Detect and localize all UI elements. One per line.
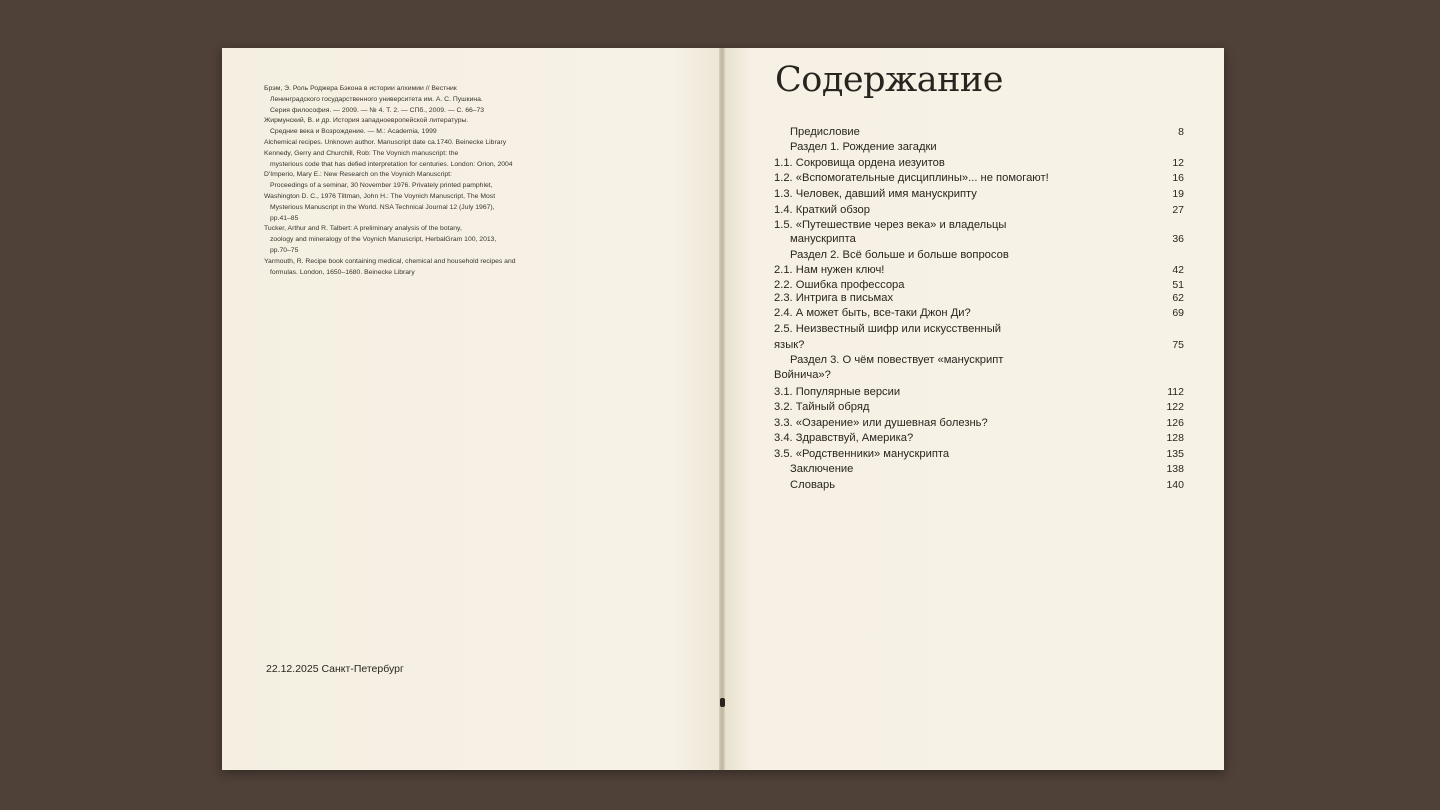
bibliography-line: pp.41–85 [270, 214, 299, 222]
bibliography-line: D'Imperio, Mary E.: New Research on the Voynich Manuscript: [264, 171, 452, 179]
bibliography-line: Proceedings of a seminar, 30 November 1976. Privately printed pamphlet, [270, 182, 493, 190]
page-title: Содержание [775, 60, 1003, 100]
toc-entry[interactable] [774, 479, 1184, 493]
toc-entry-label: 1.5. «Путешествие через века» и владельцы [774, 219, 1007, 231]
toc-entry[interactable] [774, 401, 1184, 415]
toc-entry[interactable] [774, 448, 1184, 462]
bibliography-line: pp.70–75 [270, 246, 299, 254]
toc-entry-label: 3.5. «Родственники» манускрипта [774, 448, 950, 460]
bibliography-entry [264, 170, 564, 192]
toc-page-number: 135 [1166, 448, 1184, 460]
bibliography-line: formulas. London, 1650–1680. Beinecke Library [270, 268, 415, 276]
toc-entry[interactable] [774, 188, 1184, 202]
bibliography-line: Ленинградского государственного университета им. А. С. Пушкина. [270, 95, 483, 103]
bibliography-line: Tucker, Arthur and R. Talbert: A preliminary analysis of the botany, [264, 225, 462, 233]
bibliography-line: Washington D. C., 1976 Tiltman, John H.: The Voynich Manuscript, The Most [264, 192, 496, 200]
toc-entry[interactable] [774, 249, 1184, 263]
toc-page-number: 128 [1166, 432, 1184, 444]
toc-page-number: 12 [1172, 157, 1184, 169]
toc-page-number: 62 [1172, 292, 1184, 304]
toc-page-number: 8 [1178, 126, 1184, 138]
toc-entry[interactable] [774, 204, 1184, 218]
toc-page-number: 122 [1166, 401, 1184, 413]
toc-entry-label: 2.4. А может быть, все-таки Джон Ди? [774, 307, 971, 319]
right-page [722, 48, 1224, 770]
toc-entry-label: 2.1. Нам нужен ключ! [774, 264, 885, 276]
toc-entry-label: 2.2. Ошибка профессора [774, 279, 905, 291]
toc-entry[interactable] [774, 307, 1184, 321]
toc-entry[interactable] [774, 279, 1184, 293]
toc-entry[interactable] [774, 172, 1184, 186]
toc-entry-label: Словарь [790, 479, 836, 491]
toc-page-number: 126 [1166, 417, 1184, 429]
bibliography-entry [264, 84, 564, 116]
bibliography-entry [264, 257, 564, 279]
imprint: 22.12.2025 Санкт-Петербург [266, 663, 404, 675]
toc-page-number: 51 [1172, 279, 1184, 291]
bibliography-entry [264, 224, 564, 256]
toc-page-number: 27 [1172, 204, 1184, 216]
bibliography [264, 84, 564, 278]
toc-entry-label: Раздел 1. Рождение загадки [790, 141, 937, 153]
bibliography-entry [264, 116, 564, 138]
bibliography-line: mysterious code that has defied interpretation for centuries. London: Orion, 2004 [270, 160, 513, 168]
toc-page-number: 36 [1172, 233, 1184, 245]
toc-entry[interactable] [774, 463, 1184, 477]
toc-page-number: 140 [1166, 479, 1184, 491]
toc-entry[interactable] [774, 126, 1184, 140]
bibliography-line: Mysterious Manuscript in the World. NSA Technical Journal 12 (July 1967), [270, 203, 495, 211]
toc-entry-label: 3.1. Популярные версии [774, 386, 901, 398]
toc-entry-label-continued: Войнича»? [774, 369, 831, 381]
toc-entry[interactable] [774, 417, 1184, 431]
toc-entry-label: 2.3. Интрига в письмах [774, 292, 894, 304]
book-gutter [719, 48, 725, 770]
toc-entry-label-continued: язык? [774, 339, 805, 351]
toc-entry-label: 2.5. Неизвестный шифр или искусственный [774, 323, 1002, 335]
toc-entry-label: Раздел 3. О чём повествует «манускрипт [790, 354, 1004, 366]
toc-page-number: 75 [1172, 339, 1184, 351]
toc-entry-label: 1.4. Краткий обзор [774, 204, 870, 216]
toc-entry-label: 1.3. Человек, давший имя манускрипту [774, 188, 977, 200]
toc-entry-label: Предисловие [790, 126, 860, 138]
toc-entry-label: 1.2. «Вспомогательные дисциплины»... не помогают! [774, 172, 1049, 184]
bibliography-line: Средние века и Возрождение. — М.: Academia, 1999 [270, 128, 437, 136]
toc-entry-label: 3.2. Тайный обряд [774, 401, 870, 413]
bibliography-line: Серия философия. — 2009. — № 4. Т. 2. — СПб., 2009. — С. 66–73 [270, 106, 485, 114]
toc-page-number: 112 [1167, 386, 1184, 398]
toc-entry[interactable] [774, 157, 1184, 171]
toc-entry[interactable] [774, 386, 1184, 400]
toc-page-number: 16 [1172, 172, 1184, 184]
toc-entry-label: Заключение [790, 463, 854, 475]
bibliography-line: Yarmouth, R. Recipe book containing medical, chemical and household recipes and [264, 257, 516, 265]
bibliography-line: Kennedy, Gerry and Churchill, Rob: The Voynich manuscript: the [264, 149, 459, 157]
bibliography-line: Alchemical recipes. Unknown author. Manuscript date ca.1740. Beinecke Library [264, 138, 507, 146]
toc-entry[interactable] [774, 323, 1184, 351]
toc-page-number: 42 [1172, 264, 1184, 276]
toc-entry[interactable] [774, 432, 1184, 446]
toc-entry-label-continued: манускрипта [790, 233, 856, 245]
toc-entry-label: Раздел 2. Всё больше и больше вопросов [790, 249, 1009, 261]
toc-entry-label: 1.1. Сокровища ордена иезуитов [774, 157, 945, 169]
toc-entry-label: 3.3. «Озарение» или душевная болезнь? [774, 417, 988, 429]
toc-page-number: 138 [1166, 463, 1184, 475]
bibliography-line: Брэм, Э. Роль Роджера Бэкона в истории алхимии // Вестник [264, 85, 457, 92]
toc-entry[interactable] [774, 264, 1184, 278]
bibliography-entry [264, 138, 564, 149]
toc-entry[interactable] [774, 292, 1184, 306]
toc-entry[interactable] [774, 141, 1184, 155]
bibliography-entry [264, 192, 564, 224]
book-spread [222, 48, 1224, 770]
toc-page-number: 69 [1172, 307, 1184, 319]
binding-staple [720, 698, 725, 707]
toc-entry-label: 3.4. Здравствуй, Америка? [774, 432, 914, 444]
toc-page-number: 19 [1172, 188, 1184, 200]
toc-entry[interactable] [774, 354, 1184, 381]
toc-entry[interactable] [774, 219, 1184, 245]
bibliography-line: zoology and mineralogy of the Voynich Manuscript, HerbalGram 100, 2013, [270, 236, 497, 244]
bibliography-line: Жирмунский, В. и др. История западноевропейской литературы. [264, 117, 469, 125]
left-page [222, 48, 722, 770]
bibliography-entry [264, 149, 564, 171]
